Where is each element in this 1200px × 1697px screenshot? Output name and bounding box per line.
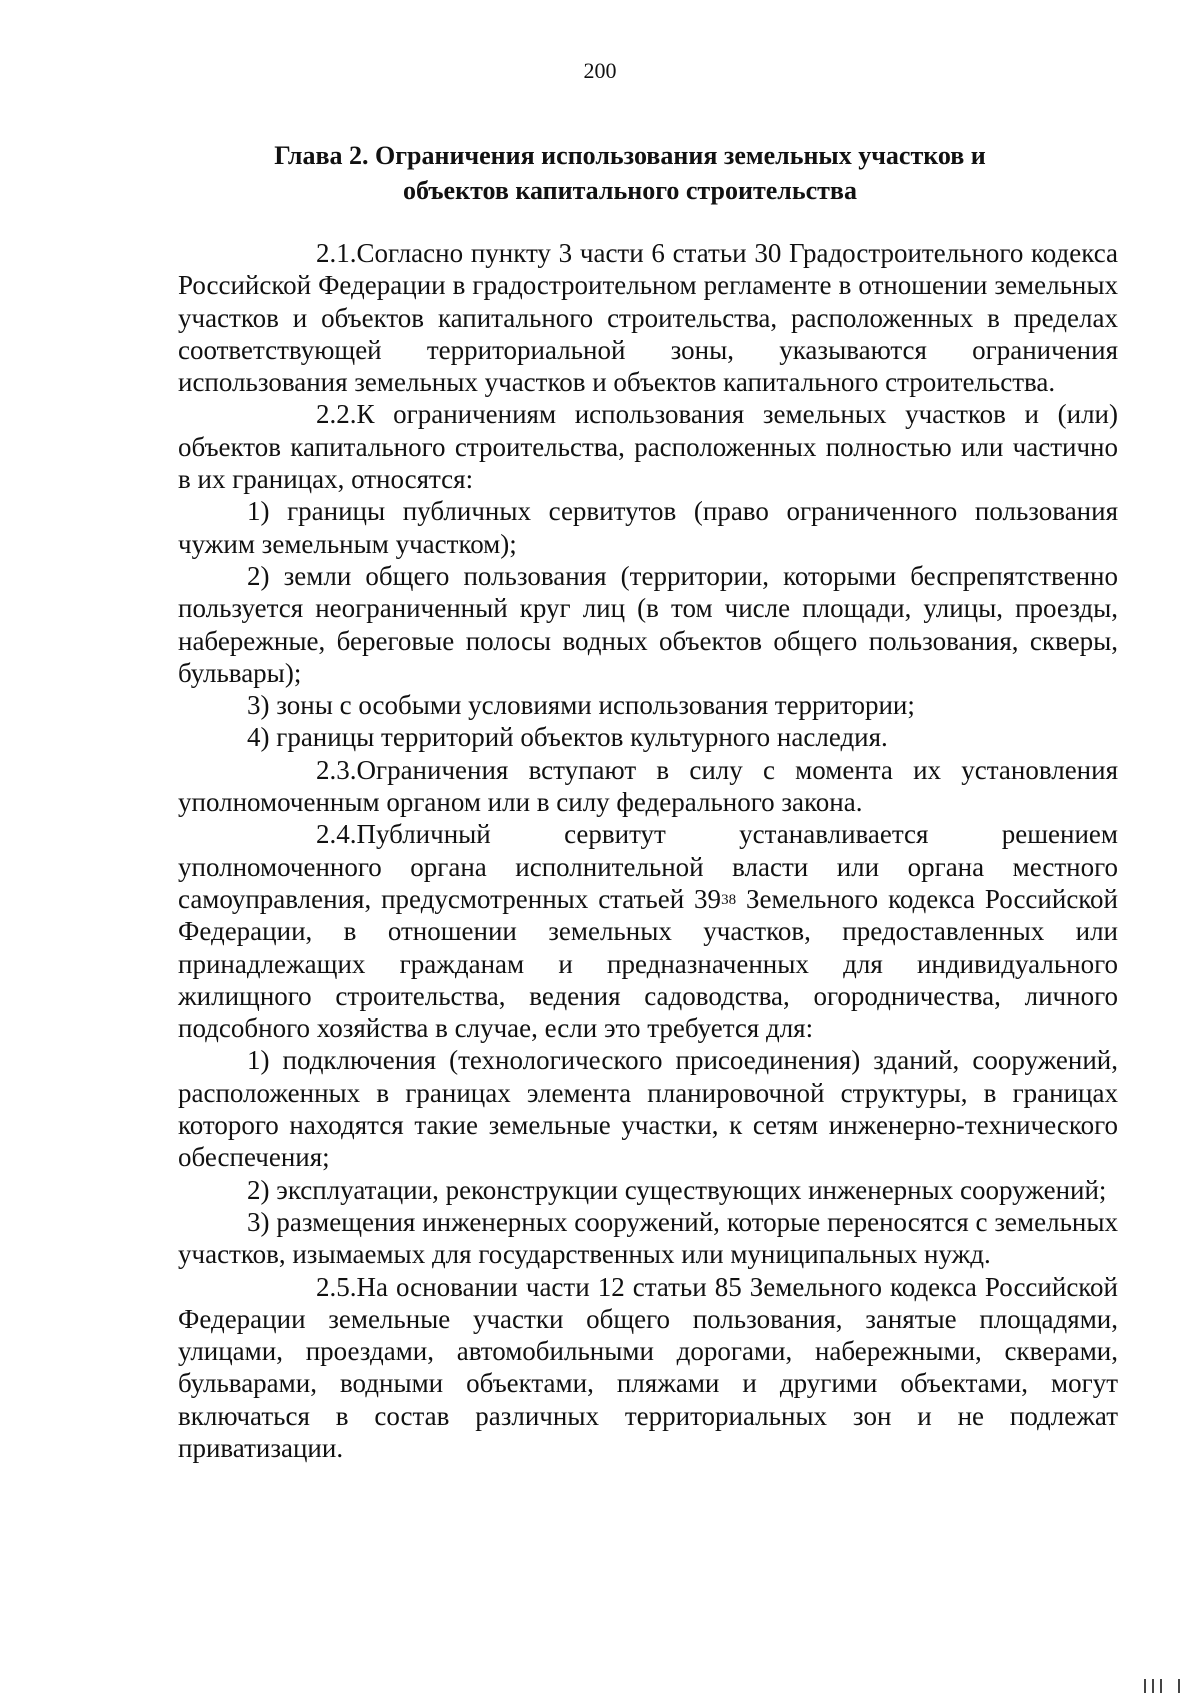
- list-item-2-2-2: 2) земли общего пользования (территории, которыми беспрепятственно пользуется неограниченный круг лиц (в том числе площади, улицы, проезды, набережные, береговые полосы водных объектов общего пользования, скверы, бульвары);: [178, 560, 1118, 688]
- page-number: 200: [583, 58, 617, 83]
- scan-edge-marks: [1128, 1679, 1180, 1693]
- paragraph-2-3: [178, 754, 1118, 819]
- paragraph-number: 2.5.: [316, 1271, 357, 1302]
- article-superscript: 38: [721, 891, 737, 908]
- paragraph-number: 2.2.: [316, 399, 357, 430]
- paragraph-text: К ограничениям использования земельных участков и (или) объектов капитального строительства, расположенных полностью или частично в их границах, относятся:: [178, 399, 1118, 495]
- paragraph-text: На основании части 12 статьи 85 Земельного кодекса Российской Федерации земельные участки общего пользования, занятые площадями, улицами, проездами, автомобильными дорогами, набережными, скверами, бульварами, водными объектами, пляжами и другими объектами, могут включаться в состав различных территориальных зон и не подлежат приватизации.: [178, 1271, 1118, 1463]
- paragraph-text: Ограничения вступают в силу с момента их установления уполномоченным органом или в силу федерального закона.: [178, 754, 1118, 818]
- paragraph-text: Согласно пункту 3 части 6 статьи 30 Градостроительного кодекса Российской Федерации в градостроительном регламенте в отношении земельных участков и объектов капитального строительства, расположенных в пределах соответствующей территориальной зоны, указываются ограничения использования земельных участков и объектов капитального строительства.: [178, 238, 1118, 398]
- document-body: [178, 237, 1118, 1464]
- list-item-2-4-2: 2) эксплуатации, реконструкции существующих инженерных сооружений;: [247, 1174, 1107, 1205]
- list-item-2-4-3: 3) размещения инженерных сооружений, которые переносятся с земельных участков, изымаемых для государственных или муниципальных нужд.: [178, 1206, 1118, 1270]
- scan-mark: [1178, 1679, 1180, 1693]
- paragraph-number: 2.4.: [316, 819, 357, 850]
- scan-mark: [1144, 1679, 1146, 1693]
- paragraph-2-1: [178, 237, 1118, 398]
- scan-mark: [1152, 1679, 1154, 1693]
- list-item-2-2-3: 3) зоны с особыми условиями использования территории;: [247, 690, 915, 721]
- paragraph-text: Публичный сервитут устанавливается решением уполномоченного органа исполнительной власти или органа местного самоуправления, предусмотренных статьей 39: [178, 819, 1118, 914]
- paragraph-number: 2.3.: [316, 754, 357, 785]
- paragraph-2-4: [178, 818, 1118, 1044]
- paragraph-text-continued: Земельного кодекса Российской Федерации, в отношении земельных участков, предоставленных или принадлежащих гражданам и предназначенных для индивидуального жилищного строительства, ведения садоводства, огородничества, личного подсобного хозяйства в случае, если это требуется для:: [178, 883, 1118, 1044]
- scan-mark: [1160, 1679, 1162, 1693]
- list-item-2-2-1: 1) границы публичных сервитутов (право ограниченного пользования чужим земельным участком);: [178, 496, 1118, 559]
- list-item-2-4-1: 1) подключения (технологического присоединения) зданий, сооружений, расположенных в границах элемента планировочной структуры, в границах которого находятся такие земельные участки, к сетям инженерно-технического обеспечения;: [178, 1045, 1118, 1173]
- paragraph-number: 2.1.: [316, 238, 357, 268]
- paragraph-2-2: [178, 398, 1118, 495]
- paragraph-2-5: [178, 1271, 1118, 1465]
- list-item-2-2-4: 4) границы территорий объектов культурного наследия.: [247, 722, 888, 753]
- chapter-title: Глава 2. Ограничения использования земельных участков и объектов капитального строительства: [274, 141, 986, 205]
